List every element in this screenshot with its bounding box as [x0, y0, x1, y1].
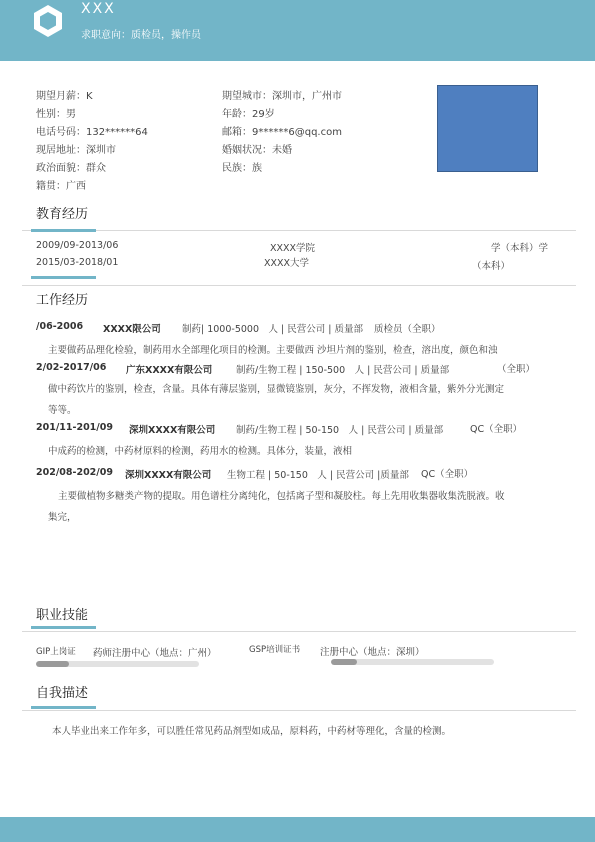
info-address: 现居地址：深圳市	[36, 145, 116, 156]
job-role: QC（全职）	[421, 469, 474, 480]
edu-school: XXXX学院	[270, 243, 316, 254]
job-desc: 中成药的检测，中药材原料的检测，药用水的检测。具体分，装量，液相	[48, 446, 353, 457]
job-desc: 集完，	[48, 512, 77, 523]
profile-photo	[437, 85, 538, 172]
edu-degree: 学（本科）学	[491, 243, 549, 254]
section-underline	[31, 276, 96, 279]
edu-degree: （本科）	[472, 261, 511, 272]
edu-date: 2015/03-2018/01	[36, 257, 119, 268]
job-role: 质检员（全职）	[374, 324, 441, 335]
edu-date: 2009/09-2013/06	[36, 240, 119, 251]
job-date: 201/11-201/09	[36, 422, 113, 433]
work-title: 工作经历	[36, 293, 89, 308]
job-company: 深圳XXXX有限公司	[129, 425, 216, 436]
skill-level-fill	[36, 661, 69, 667]
section-divider	[22, 710, 576, 711]
job-company: 广东XXXX有限公司	[126, 365, 213, 376]
job-date: 202/08-202/09	[36, 467, 113, 478]
job-desc: 做中药饮片的鉴别，检查，含量。具体有薄层鉴别，显微镜鉴别，灰分，不挥发物，液相含量，紫外分光测定	[48, 384, 505, 395]
job-desc: 等等。	[48, 405, 77, 416]
job-meta: 制药/生物工程 | 150-500 人 | 民营公司 | 质量部	[236, 365, 450, 376]
skill-name: 注册中心（地点：深圳）	[320, 647, 425, 658]
info-origin: 籍贯：广西	[36, 181, 86, 192]
section-divider	[22, 631, 576, 632]
skill-cert: GSP培训证书	[249, 645, 301, 655]
skill-level-fill	[331, 659, 357, 665]
skill-level-bar	[331, 659, 494, 665]
info-salary: 期望月薪：K	[36, 91, 93, 102]
info-email: 邮箱：9******6@qq.com	[222, 127, 342, 138]
education-title: 教育经历	[36, 207, 89, 222]
info-city: 期望城市：深圳市，广州市	[222, 91, 342, 102]
self-description: 本人毕业出来工作年多，可以胜任常见药品剂型如成品，原料药，中药材等理化，含量的检测。	[52, 726, 452, 737]
job-meta: 制药| 1000-5000 人 | 民营公司 | 质量部	[182, 324, 363, 335]
job-meta: 生物工程 | 50-150 人 | 民营公司 |质量部	[227, 470, 409, 481]
job-role: QC（全职）	[470, 424, 523, 435]
job-date: /06-2006	[36, 321, 84, 332]
job-desc: 主要做药品理化检验，制药用水全部理化项目的检测。主要做西 沙坦片剂的鉴别，检查，溶出度，颜色和浊	[48, 345, 498, 356]
self-title: 自我描述	[36, 686, 89, 701]
header-banner	[0, 0, 595, 61]
job-company: XXXX限公司	[103, 324, 161, 335]
job-meta: 制药/生物工程 | 50-150 人 | 民营公司 | 质量部	[236, 425, 444, 436]
section-underline	[31, 229, 96, 232]
job-role: （全职）	[497, 364, 536, 375]
skill-cert: GIP上岗证	[36, 647, 76, 657]
candidate-name: XXX	[81, 1, 116, 17]
edu-school: XXXX大学	[264, 258, 310, 269]
section-underline	[31, 626, 96, 629]
info-marital: 婚姻状况：未婚	[222, 145, 292, 156]
section-divider	[22, 230, 576, 231]
footer-banner	[0, 817, 595, 842]
skill-level-bar	[36, 661, 199, 667]
section-divider	[22, 285, 576, 286]
job-date: 2/02-2017/06	[36, 362, 107, 373]
job-desc: 主要做植物多糖类产物的提取。用色谱柱分离纯化，包括离子型和凝胶柱。每上先用收集器收集洗脱液。收	[58, 491, 505, 502]
hexagon-icon	[32, 4, 64, 38]
job-intent: 求职意向：质检员，操作员	[81, 30, 201, 41]
job-company: 深圳XXXX有限公司	[125, 470, 212, 481]
info-gender: 性别：男	[36, 109, 76, 120]
skills-title: 职业技能	[36, 608, 89, 623]
skill-name: 药师注册中心（地点：广州）	[93, 648, 217, 659]
info-political: 政治面貌：群众	[36, 163, 106, 174]
info-ethnicity: 民族：族	[222, 163, 262, 174]
section-underline	[31, 706, 96, 709]
info-phone: 电话号码：132******64	[36, 127, 148, 138]
info-age: 年龄：29岁	[222, 109, 275, 120]
